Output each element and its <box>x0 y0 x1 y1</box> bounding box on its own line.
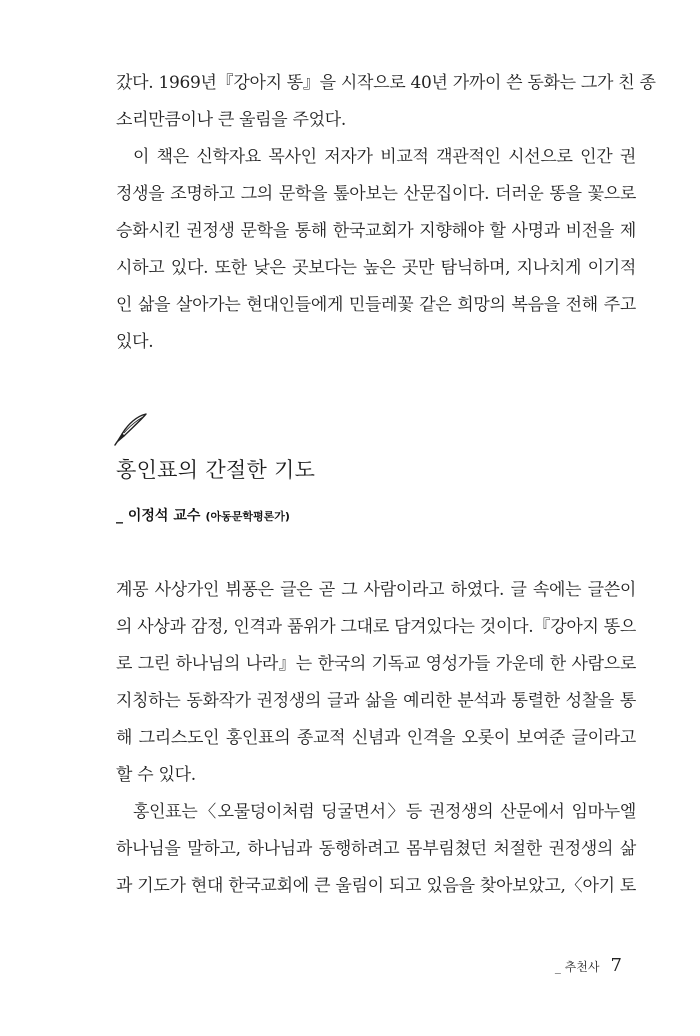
page-footer <box>555 955 622 976</box>
text-line: 정생을 조명하고 그의 문학을 톺아보는 산문집이다. 더러운 똥을 꽃으로 <box>116 184 636 204</box>
page-number: 7 <box>610 955 622 976</box>
byline-author: _ 이정석 교수 <box>116 508 201 524</box>
text-line: 과 기도가 현대 한국교회에 큰 울림이 되고 있음을 찾아보았고,〈아기 토 <box>116 876 636 896</box>
footer-section-label: _ 추천사 <box>554 960 600 974</box>
text-line: 소리만큼이나 큰 울림을 주었다. <box>116 110 347 130</box>
text-line: 이 책은 신학자요 목사인 저자가 비교적 객관적인 시선으로 인간 권 <box>133 147 636 167</box>
text-line: 승화시킨 권정생 문학을 통해 한국교회가 지향해야 할 사명과 비전을 제 <box>116 221 636 241</box>
body-paragraph <box>116 572 636 905</box>
text-line: 갔다. 1969년『강아지 똥』을 시작으로 40년 가까이 쓴 동화는 그가 친 종 <box>116 73 656 93</box>
byline-affiliation: (아동문학평론가) <box>205 510 290 523</box>
text-line: 하나님을 말하고, 하나님과 동행하려고 몸부림쳤던 처절한 권정생의 삶 <box>116 839 636 859</box>
section-title: 홍인표의 간절한 기도 <box>116 458 316 482</box>
text-line: 의 사상과 감정, 인격과 품위가 그대로 담겨있다는 것이다.『강아지 똥으 <box>116 617 636 637</box>
byline <box>116 505 290 525</box>
text-line: 있다. <box>116 332 154 352</box>
quill-pen-icon <box>113 411 149 447</box>
text-line: 계몽 사상가인 뷔퐁은 글은 곧 그 사람이라고 하였다. 글 속에는 글쓴이 <box>116 580 636 600</box>
text-line: 로 그린 하나님의 나라』는 한국의 기독교 영성가들 가운데 한 사람으로 <box>116 654 636 674</box>
text-line: 해 그리스도인 홍인표의 종교적 신념과 인격을 오롯이 보여준 글이라고 <box>116 728 636 748</box>
text-line: 홍인표는〈오물덩이처럼 딩굴면서〉등 권정생의 산문에서 임마누엘 <box>133 802 636 822</box>
text-line: 인 삶을 살아가는 현대인들에게 민들레꽃 같은 희망의 복음을 전해 주고 <box>116 295 636 315</box>
text-line: 시하고 있다. 또한 낮은 곳보다는 높은 곳만 탐닉하며, 지나치게 이기적 <box>116 258 636 278</box>
text-line: 지칭하는 동화작가 권정생의 글과 삶을 예리한 분석과 통렬한 성찰을 통 <box>116 691 636 711</box>
intro-paragraph <box>116 65 656 361</box>
text-line: 할 수 있다. <box>116 765 196 785</box>
